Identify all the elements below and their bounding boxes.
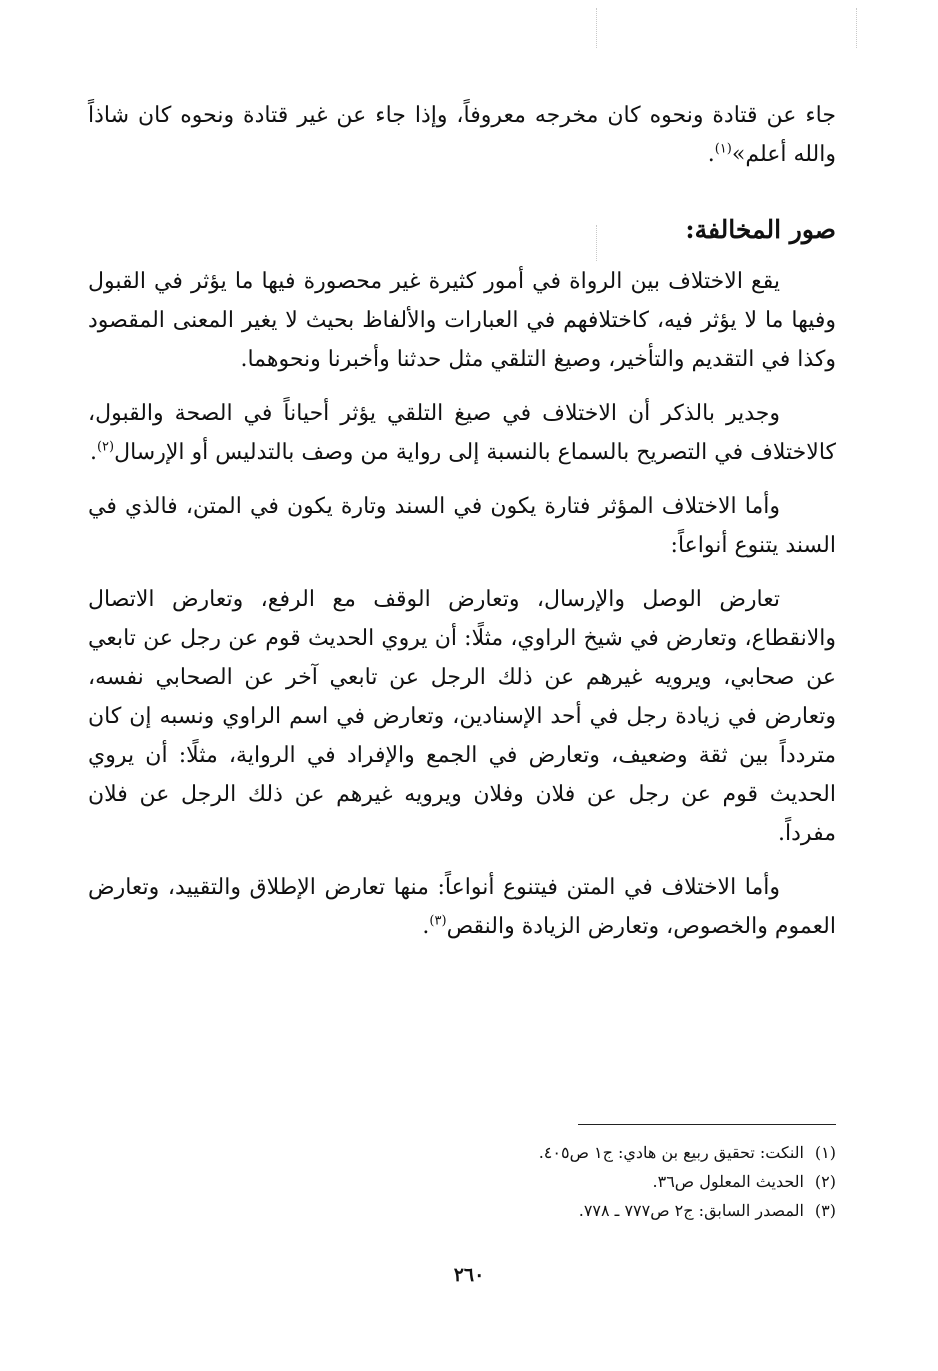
footnote-number: (٢)	[814, 1172, 836, 1191]
footnote-ref-3: (٣)	[429, 913, 447, 929]
page-body	[88, 96, 836, 961]
footnote-ref-1: (١)	[714, 141, 732, 157]
paragraph-effective-difference: وأما الاختلاف المؤثر فتارة يكون في السند وتارة يكون في المتن، فالذي في السند يتنوع أنواعاً:	[88, 494, 836, 558]
paragraph-text: وأما الاختلاف في المتن فيتنوع أنواعاً: منها تعارض الإطلاق والتقييد، وتعارض العموم والخصوص، وتعارض الزيادة والنقص	[88, 875, 836, 939]
footnote-text: المصدر السابق: ج٢ ص٧٧٧ ـ ٧٧٨.	[578, 1201, 804, 1220]
footnotes	[236, 1138, 836, 1225]
footnote-number: (١)	[814, 1143, 836, 1162]
footnote-number: (٣)	[814, 1201, 836, 1220]
scan-guide-line	[596, 8, 597, 48]
scan-guide-line	[856, 8, 857, 48]
paragraph-matn-types: وأما الاختلاف في المتن فيتنوع أنواعاً: منها تعارض الإطلاق والتقييد، وتعارض العموم والخصوص، وتعارض الزيادة والنقص$^{(٣)}$.	[88, 875, 836, 939]
footnote-ref-2: (٢)	[96, 439, 115, 455]
paragraph-reception-forms: وجدير بالذكر أن الاختلاف في صيغ التلقي يؤثر أحياناً في الصحة والقبول، كالاختلاف في التصريح بالسماع بالنسبة إلى رواية من وصف بالتدليس أو الإرسال$^{(٢)}$.	[88, 401, 836, 465]
page-number: ٢٦٠	[453, 1264, 485, 1286]
section-heading: صور المخالفة:	[685, 215, 836, 244]
footnote-divider	[578, 1124, 836, 1125]
footnote-item	[236, 1196, 836, 1225]
paragraph-isnad-types: تعارض الوصل والإرسال، وتعارض الوقف مع الرفع، وتعارض الاتصال والانقطاع، وتعارض في شيخ الراوي، مثلًا: أن يروي الحديث قوم عن رجل عن تابعي عن صحابي، ويرويه غيرهم عن ذلك الرجل عن تابعي آخر عن الصحابي نفسه، وتعارض في زيادة رجل في أحد الإسنادين، وتعارض في اسم الراوي ونسبه إن كان متردداً بين ثقة وضعيف، وتعارض في الجمع والإفراد في الرواية، مثلًا: أن يروي الحديث قوم عن رجل عن فلان وفلان ويرويه غيرهم عن ذلك الرجل عن فلان مفرداً.	[88, 587, 836, 846]
paragraph-differences-intro: يقع الاختلاف بين الرواة في أمور كثيرة غير محصورة فيها ما يؤثر في القبول وفيها ما لا يؤثر فيه، كاختلافهم في العبارات والألفاظ بحيث لا يغير المعنى المقصود وكذا في التقديم والتأخير، وصيغ التلقي مثل حدثنا وأخبرنا ونحوهما.	[88, 269, 836, 372]
footnote-text: النكت: تحقيق ربيع بن هادي: ج١ ص٤٠٥.	[538, 1143, 804, 1162]
paragraph-quote-end: جاء عن قتادة ونحوه كان مخرجه معروفاً، وإذا جاء عن غير قتادة ونحوه كان شاذاً والله أعلم»$^{(١)}$.	[88, 103, 836, 167]
footnote-text: الحديث المعلول ص٣٦.	[652, 1172, 804, 1191]
footnote-item	[236, 1138, 836, 1167]
footnote-item	[236, 1167, 836, 1196]
paragraph-text: وجدير بالذكر أن الاختلاف في صيغ التلقي يؤثر أحياناً في الصحة والقبول، كالاختلاف في التصريح بالسماع بالنسبة إلى رواية من وصف بالتدليس أو الإرسال	[88, 401, 836, 465]
paragraph-text: جاء عن قتادة ونحوه كان مخرجه معروفاً، وإذا جاء عن غير قتادة ونحوه كان شاذاً والله أعلم»	[88, 103, 836, 167]
